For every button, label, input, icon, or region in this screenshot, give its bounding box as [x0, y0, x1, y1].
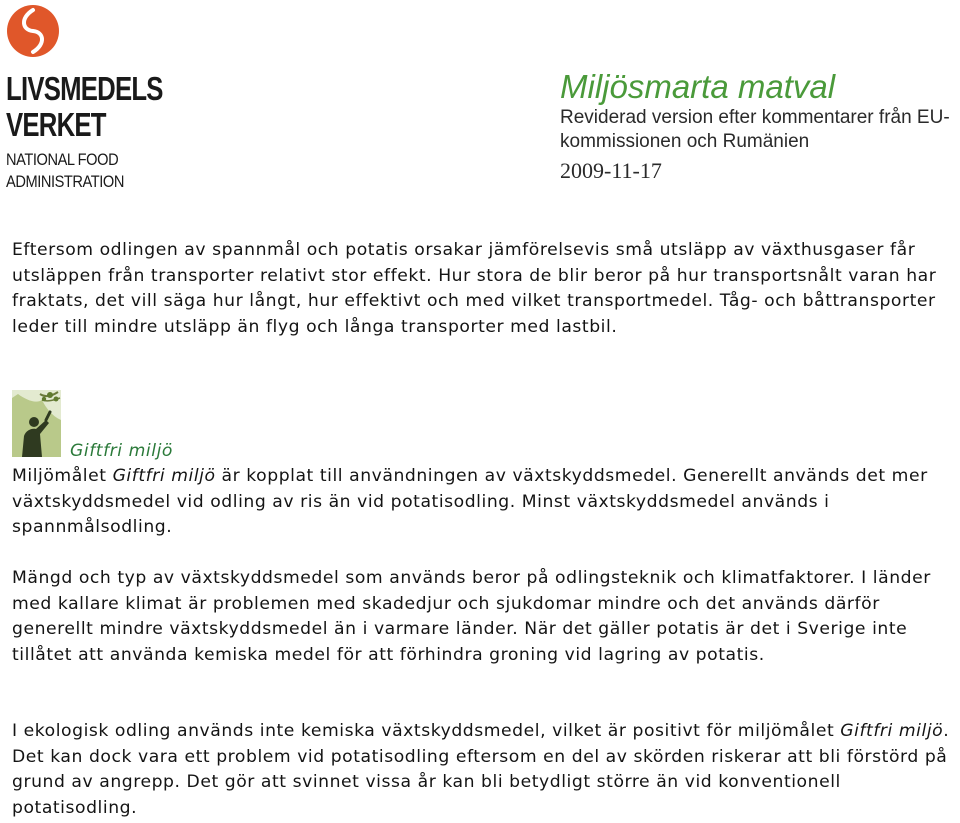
paragraph2-pre: Miljömålet [12, 466, 113, 486]
organic-paragraph [12, 719, 956, 821]
paragraph2-post: är kopplat till användningen av växtskyddsmedel. Generellt används det mer växtskyddsmedel vid odling av ris än vid potatisodling. Minst växtskyddsmedel används i spannmålsodling. [12, 466, 928, 538]
goal-heading: Giftfri miljö [70, 441, 173, 461]
goal-paragraph [12, 464, 956, 541]
document-subtitle: Reviderad version efter kommentarer från EU-kommissionen och Rumänien [560, 107, 950, 152]
livsmedelsverket-logo [2, 4, 163, 194]
document-header [560, 68, 955, 186]
logo-text-line2: VERKET [6, 106, 106, 143]
logo-text-line4: ADMINISTRATION [6, 172, 124, 191]
pesticide-paragraph: Mängd och typ av växtskyddsmedel som används beror på odlingsteknik och klimatfaktorer. I länder med kallare klimat är problemen med skadedjur och sjukdomar mindre och det används därför generellt mindre växtskyddsmedel än i varmare länder. När det gäller potatis är det i Sverige inte tillåtet att använda kemiska medel för att förhindra groning vid lagring av potatis. [12, 568, 931, 665]
intro-paragraph: Eftersom odlingen av spannmål och potatis orsakar jämförelsevis små utsläpp av växthusgaser får utsläppen från transporter relativt stor effekt. Hur stora de blir beror på hur transportsnålt varan har fraktats, det vill säga hur långt, hur effektivt och med vilket transportmedel. Tåg- och båttransporter leder till mindre utsläpp än flyg och långa transporter med lastbil. [12, 240, 937, 337]
paragraph2-goal-name: Giftfri miljö [112, 466, 216, 486]
paragraph4-post: . Det kan dock vara ett problem vid potatisodling eftersom en del av skörden riskerar att bli förstörd på grund av angrepp. Det gör att svinnet vissa år kan bli betydligt större än vid konventionell potatisodling. [12, 721, 950, 818]
logo-mark-icon [6, 4, 60, 58]
document-title: Miljösmarta matval [560, 68, 836, 105]
logo-text-line3: NATIONAL FOOD [6, 150, 119, 169]
document-date: 2009-11-17 [560, 158, 662, 183]
person-tree-icon [12, 390, 61, 457]
paragraph4-pre: I ekologisk odling används inte kemiska växtskyddsmedel, vilket är positivt för miljömålet [12, 721, 841, 741]
logo-text-line1: LIVSMEDELS [6, 70, 163, 107]
paragraph4-goal-name: Giftfri miljö [840, 721, 944, 741]
